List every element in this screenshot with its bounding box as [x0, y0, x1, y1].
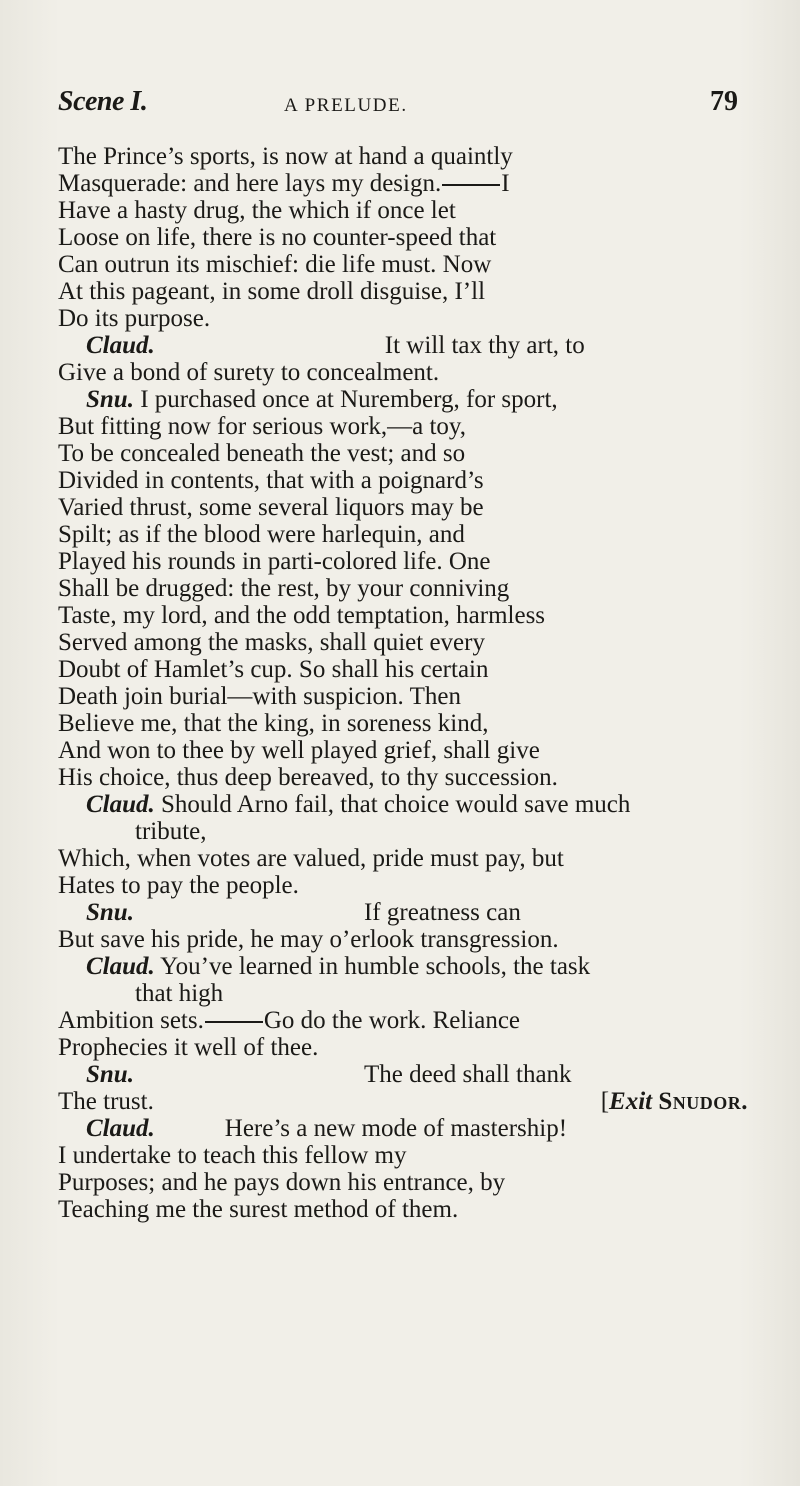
- text-line: At this pageant, in some droll disguise, I’ll: [58, 278, 486, 305]
- text-line-part: The trust.: [58, 1088, 154, 1115]
- speaker-name: Claud.: [86, 791, 155, 818]
- text-line: [58, 1088, 748, 1115]
- text-line: Varied thrust, some several liquors may be: [58, 494, 484, 521]
- speaker-name: Claud.: [86, 1115, 155, 1142]
- text-line: Shall be drugged: the rest, by your conniving: [58, 575, 510, 602]
- text-line: Which, when votes are valued, pride must pay, but: [58, 845, 564, 872]
- text-line: Divided in contents, that with a poignard’s: [58, 467, 484, 494]
- bracket: [: [600, 1088, 610, 1115]
- text-line-part: I purchased once at Nuremberg, for sport,: [140, 386, 558, 413]
- stage-direction: [601, 1088, 748, 1115]
- text-line: I undertake to teach this fellow my: [58, 1142, 407, 1169]
- speaker-name: Claud.: [86, 953, 155, 980]
- text-line: His choice, thus deep bereaved, to thy succession.: [58, 764, 558, 791]
- text-line: [58, 332, 748, 359]
- text-line: Do its purpose.: [58, 305, 211, 332]
- em-rule: [205, 1021, 263, 1023]
- text-line: Taste, my lord, and the odd temptation, harmless: [58, 602, 546, 629]
- exit-character-name: Snudor.: [658, 1088, 748, 1115]
- text-line: Loose on life, there is no counter-speed that: [58, 224, 497, 251]
- speaker-name: Snu.: [86, 1061, 134, 1088]
- text-line: [58, 1061, 748, 1088]
- text-line: Spilt; as if the blood were harlequin, and: [58, 521, 465, 548]
- text-line: Played his rounds in parti-colored life. One: [58, 548, 491, 575]
- text-line-part: Go do the work. Reliance: [263, 1007, 521, 1034]
- text-line-part: The deed shall thank: [363, 1061, 572, 1088]
- text-line-part: Should Arno fail, that choice would save much: [161, 791, 631, 818]
- text-line: [58, 899, 748, 926]
- speaker-name: Snu.: [86, 899, 134, 926]
- text-line: [58, 386, 748, 413]
- text-line-part: I: [501, 170, 510, 197]
- text-line-part: If greatness can: [363, 899, 521, 926]
- text-line-continuation: that high: [135, 980, 224, 1007]
- verse-text: [58, 143, 748, 1223]
- text-line: Teaching me the surest method of them.: [58, 1196, 459, 1223]
- text-line-part: Ambition sets.: [58, 1007, 204, 1034]
- text-line-part: Masquerade: and here lays my design.: [58, 170, 442, 197]
- text-line: To be concealed beneath the vest; and so: [58, 440, 466, 467]
- page-number: 79: [710, 86, 738, 117]
- text-line: Have a hasty drug, the which if once let: [58, 197, 456, 224]
- text-line: Purposes; and he pays down his entrance, by: [58, 1169, 506, 1196]
- text-line: [58, 953, 748, 980]
- text-line: Believe me, that the king, in soreness kind,: [58, 710, 489, 737]
- text-line: Doubt of Hamlet’s cup. So shall his certain: [58, 656, 489, 683]
- text-line-continuation: tribute,: [135, 818, 207, 845]
- text-line: Served among the masks, shall quiet every: [58, 629, 485, 656]
- exit-word: Exit: [609, 1088, 653, 1115]
- text-line: Give a bond of surety to concealment.: [58, 359, 440, 386]
- speaker-name: Claud.: [86, 332, 155, 359]
- text-line: [58, 1115, 748, 1142]
- text-line: [58, 1007, 748, 1034]
- text-line: Prophecies it well of thee.: [58, 1034, 319, 1061]
- text-line: But save his pride, he may o’erlook transgression.: [58, 926, 559, 953]
- running-header: [58, 86, 738, 126]
- text-line: Death join burial—with suspicion. Then: [58, 683, 461, 710]
- text-line: But fitting now for serious work,—a toy,: [58, 413, 467, 440]
- text-line: Hates to pay the people.: [58, 872, 299, 899]
- scene-label: Scene I.: [58, 86, 148, 117]
- text-line-part: Here’s a new mode of mastership!: [224, 1115, 568, 1142]
- text-line: Can outrun its mischief: die life must. Now: [58, 251, 492, 278]
- speaker-name: Snu.: [86, 386, 134, 413]
- text-line-part: It will tax thy art, to: [384, 332, 585, 359]
- text-line: [58, 170, 748, 197]
- text-line: And won to thee by well played grief, shall give: [58, 737, 540, 764]
- text-line-part: You’ve learned in humble schools, the task: [160, 953, 591, 980]
- text-line: [58, 791, 748, 818]
- em-rule: [442, 184, 500, 186]
- running-title: A PRELUDE.: [284, 95, 408, 116]
- text-line: The Prince’s sports, is now at hand a quaintly: [58, 143, 513, 170]
